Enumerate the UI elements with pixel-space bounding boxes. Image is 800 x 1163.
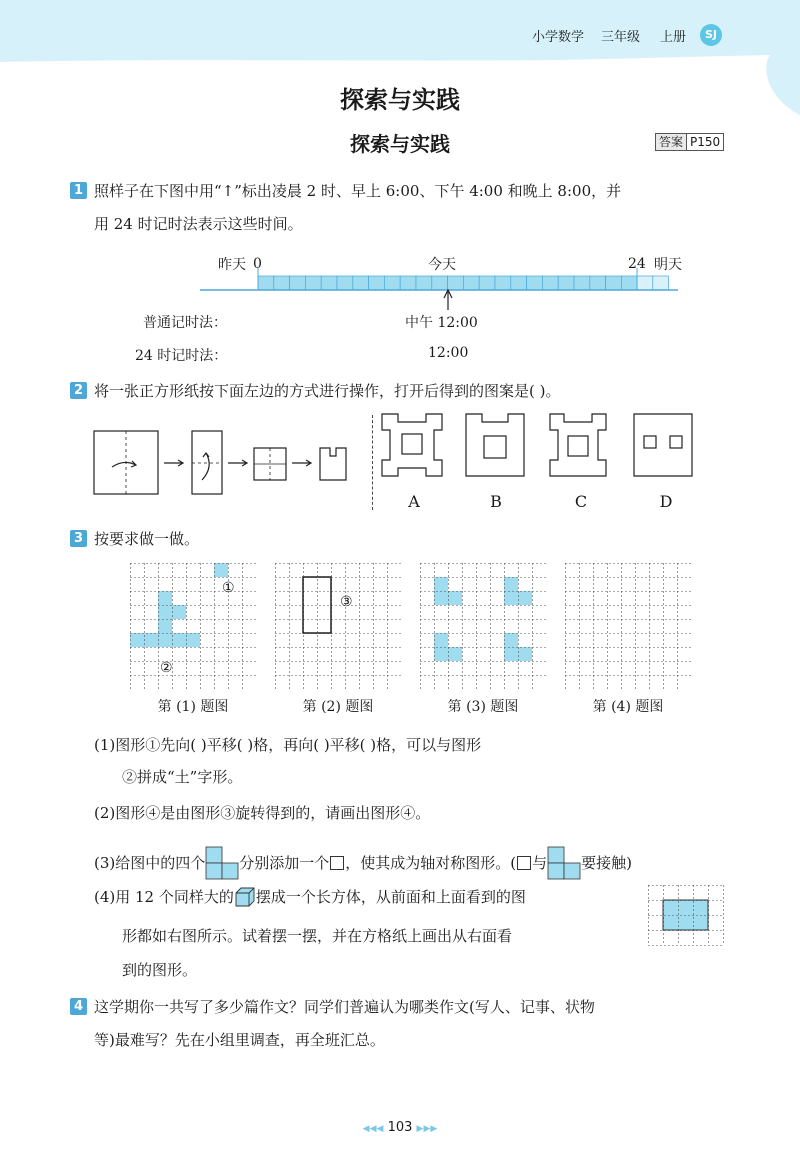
q3-sub3-part-e: 要接触) bbox=[581, 854, 632, 872]
section-title: 探索与实践 bbox=[350, 132, 450, 156]
caption-figure-2: 第 (2) 题图 bbox=[302, 699, 374, 715]
filled-cell bbox=[678, 915, 693, 930]
filled-cell bbox=[144, 633, 158, 647]
filled-cell bbox=[504, 591, 518, 605]
q3-sub3-part-d: 与 bbox=[532, 854, 548, 872]
q3-sub3-part-a: (3)给图中的四个 bbox=[94, 854, 206, 872]
square-icon bbox=[330, 856, 344, 870]
filled-cell bbox=[448, 647, 462, 661]
option-c[interactable]: C bbox=[574, 492, 588, 511]
filled-cell bbox=[214, 563, 228, 577]
normal-time-label: 普通记时法： bbox=[143, 315, 227, 331]
q1-text-line2: 用 24 时记时法表示这些时间。 bbox=[94, 215, 303, 233]
q3-sub2: (2)图形④是由图形③旋转得到的，请画出图形④。 bbox=[94, 804, 431, 822]
hour-cell[interactable] bbox=[321, 276, 337, 290]
option-b[interactable]: B bbox=[490, 492, 502, 511]
view-grid bbox=[648, 885, 728, 947]
square-icon-small bbox=[517, 856, 531, 870]
grid-figure-4[interactable] bbox=[565, 563, 691, 689]
next-page-arrows: ▶▶▶ bbox=[416, 1124, 438, 1134]
q3-sub1-line1: (1)图形①先向( )平移( )格，再向( )平移( )格，可以与图形 bbox=[94, 736, 482, 754]
hour-cell[interactable] bbox=[495, 276, 511, 290]
answer-reference bbox=[655, 133, 724, 151]
timeline-end: 24 bbox=[628, 256, 646, 272]
hour-cell[interactable] bbox=[479, 276, 495, 290]
hour-cell[interactable] bbox=[353, 276, 369, 290]
q4-text-line2: 等)最难写？先在小组里调查，再全班汇总。 bbox=[94, 1031, 385, 1049]
figure-label-2: ② bbox=[160, 660, 173, 676]
figure-label-3: ③ bbox=[340, 594, 353, 610]
question-number-1: 1 bbox=[70, 182, 87, 199]
hour-cell[interactable] bbox=[274, 276, 290, 290]
hour-cell[interactable] bbox=[337, 276, 353, 290]
filled-cell bbox=[504, 633, 518, 647]
question-number-3: 3 bbox=[70, 530, 87, 547]
filled-cell bbox=[172, 605, 186, 619]
grid-figure-1 bbox=[130, 563, 256, 689]
filled-cell bbox=[434, 633, 448, 647]
filled-cell bbox=[434, 577, 448, 591]
q3-sub4-line1 bbox=[94, 886, 526, 908]
q3-sub4-line2: 形都如右图所示。试着摆一摆，并在方格纸上画出从右面看 bbox=[122, 927, 513, 945]
page-footer bbox=[340, 1120, 460, 1135]
filled-cell bbox=[518, 647, 532, 661]
question-number-2: 2 bbox=[70, 382, 87, 399]
q3-sub3 bbox=[94, 846, 632, 880]
l-shape-icon bbox=[205, 846, 239, 880]
hour-cell[interactable] bbox=[416, 276, 432, 290]
filled-cell bbox=[448, 591, 462, 605]
header-subject: 小学数学 bbox=[532, 30, 585, 45]
grid-figure-3[interactable] bbox=[420, 563, 546, 689]
hour-cell[interactable] bbox=[542, 276, 558, 290]
q3-sub4-part-a: (4)用 12 个同样大的 bbox=[94, 888, 234, 906]
timeline-start: 0 bbox=[253, 256, 262, 272]
grid-figure-2[interactable] bbox=[275, 563, 401, 689]
filled-cell bbox=[693, 915, 708, 930]
header-grade: 三年级 bbox=[601, 30, 641, 45]
hour-cell[interactable] bbox=[463, 276, 479, 290]
page-number: 103 bbox=[387, 1120, 413, 1135]
figure-label-1: ① bbox=[222, 580, 235, 596]
shape-3-outline bbox=[303, 577, 331, 633]
q4-text-line1: 这学期你一共写了多少篇作文？同学们普遍认为哪类作文(写人、记事、状物 bbox=[94, 998, 595, 1016]
answer-page: P150 bbox=[690, 135, 721, 149]
filled-cell bbox=[172, 633, 186, 647]
q3-sub4-line3: 到的图形。 bbox=[122, 961, 198, 979]
q3-sub3-part-b: 分别添加一个 bbox=[239, 854, 330, 872]
next-day-cell bbox=[653, 276, 669, 290]
edition-badge: SJ bbox=[700, 24, 722, 46]
folding-steps bbox=[90, 425, 370, 500]
hour-cell[interactable] bbox=[258, 276, 274, 290]
q3-sub4-part-b: 摆成一个长方体，从前面和上面看到的图 bbox=[255, 888, 526, 906]
q3-sub3-part-c: ，使其成为轴对称图形。( bbox=[345, 854, 517, 872]
h24-time-example: 12:00 bbox=[428, 345, 469, 361]
filled-cell bbox=[663, 900, 678, 915]
normal-time-example: 中午 12:00 bbox=[405, 315, 478, 331]
timeline-today: 今天 bbox=[428, 257, 456, 273]
caption-figure-3: 第 (3) 题图 bbox=[447, 699, 519, 715]
caption-figure-4: 第 (4) 题图 bbox=[592, 699, 664, 715]
filled-cell bbox=[434, 647, 448, 661]
hour-cell[interactable] bbox=[590, 276, 606, 290]
hour-cell[interactable] bbox=[558, 276, 574, 290]
filled-cell bbox=[130, 633, 144, 647]
hour-cell[interactable] bbox=[511, 276, 527, 290]
hour-cell[interactable] bbox=[305, 276, 321, 290]
next-day-cell bbox=[637, 276, 653, 290]
filled-cell bbox=[434, 591, 448, 605]
filled-cell bbox=[693, 900, 708, 915]
q3-text: 按要求做一做。 bbox=[94, 530, 200, 548]
hour-cell[interactable] bbox=[369, 276, 385, 290]
caption-figure-1: 第 (1) 题图 bbox=[157, 699, 229, 715]
divider bbox=[372, 415, 373, 510]
filled-cell bbox=[678, 900, 693, 915]
filled-cell bbox=[158, 633, 172, 647]
hour-cell[interactable] bbox=[621, 276, 637, 290]
noon-arrow bbox=[444, 290, 452, 310]
filled-cell bbox=[518, 591, 532, 605]
prev-page-arrows: ◀◀◀ bbox=[362, 1124, 384, 1134]
q3-sub1-line2: ②拼成“土”字形。 bbox=[122, 768, 243, 786]
hour-cell[interactable] bbox=[290, 276, 306, 290]
question-number-4: 4 bbox=[70, 998, 87, 1015]
filled-cell bbox=[158, 619, 172, 633]
q1-text-line1: 照样子在下图中用“↑”标出凌晨 2 时、早上 6:00、下午 4:00 和晚上 8:00，并 bbox=[94, 182, 622, 200]
filled-cell bbox=[663, 915, 678, 930]
filled-cell bbox=[504, 647, 518, 661]
header-volume: 上册 bbox=[660, 30, 687, 45]
option-d[interactable]: D bbox=[659, 492, 673, 511]
hour-cell[interactable] bbox=[574, 276, 590, 290]
hour-cell[interactable] bbox=[384, 276, 400, 290]
option-a[interactable]: A bbox=[408, 492, 420, 511]
q2-text: 将一张正方形纸按下面左边的方式进行操作，打开后得到的图案是( )。 bbox=[94, 382, 561, 400]
cube-icon bbox=[234, 886, 256, 908]
hour-cell[interactable] bbox=[527, 276, 543, 290]
timeline-yesterday: 昨天 bbox=[218, 257, 246, 273]
filled-cell bbox=[158, 591, 172, 605]
answer-options bbox=[376, 410, 726, 490]
hour-cell[interactable] bbox=[400, 276, 416, 290]
hour-cell[interactable] bbox=[606, 276, 622, 290]
hour-cell[interactable] bbox=[432, 276, 448, 290]
filled-cell bbox=[158, 605, 172, 619]
page-title: 探索与实践 bbox=[340, 86, 460, 114]
hour-cell[interactable] bbox=[448, 276, 464, 290]
filled-cell bbox=[504, 577, 518, 591]
answer-label: 答案 bbox=[656, 134, 687, 150]
filled-cell bbox=[186, 633, 200, 647]
timeline-tomorrow: 明天 bbox=[654, 257, 682, 273]
l-shape-icon-2 bbox=[547, 846, 581, 880]
h24-time-label: 24 时记时法： bbox=[135, 348, 228, 364]
